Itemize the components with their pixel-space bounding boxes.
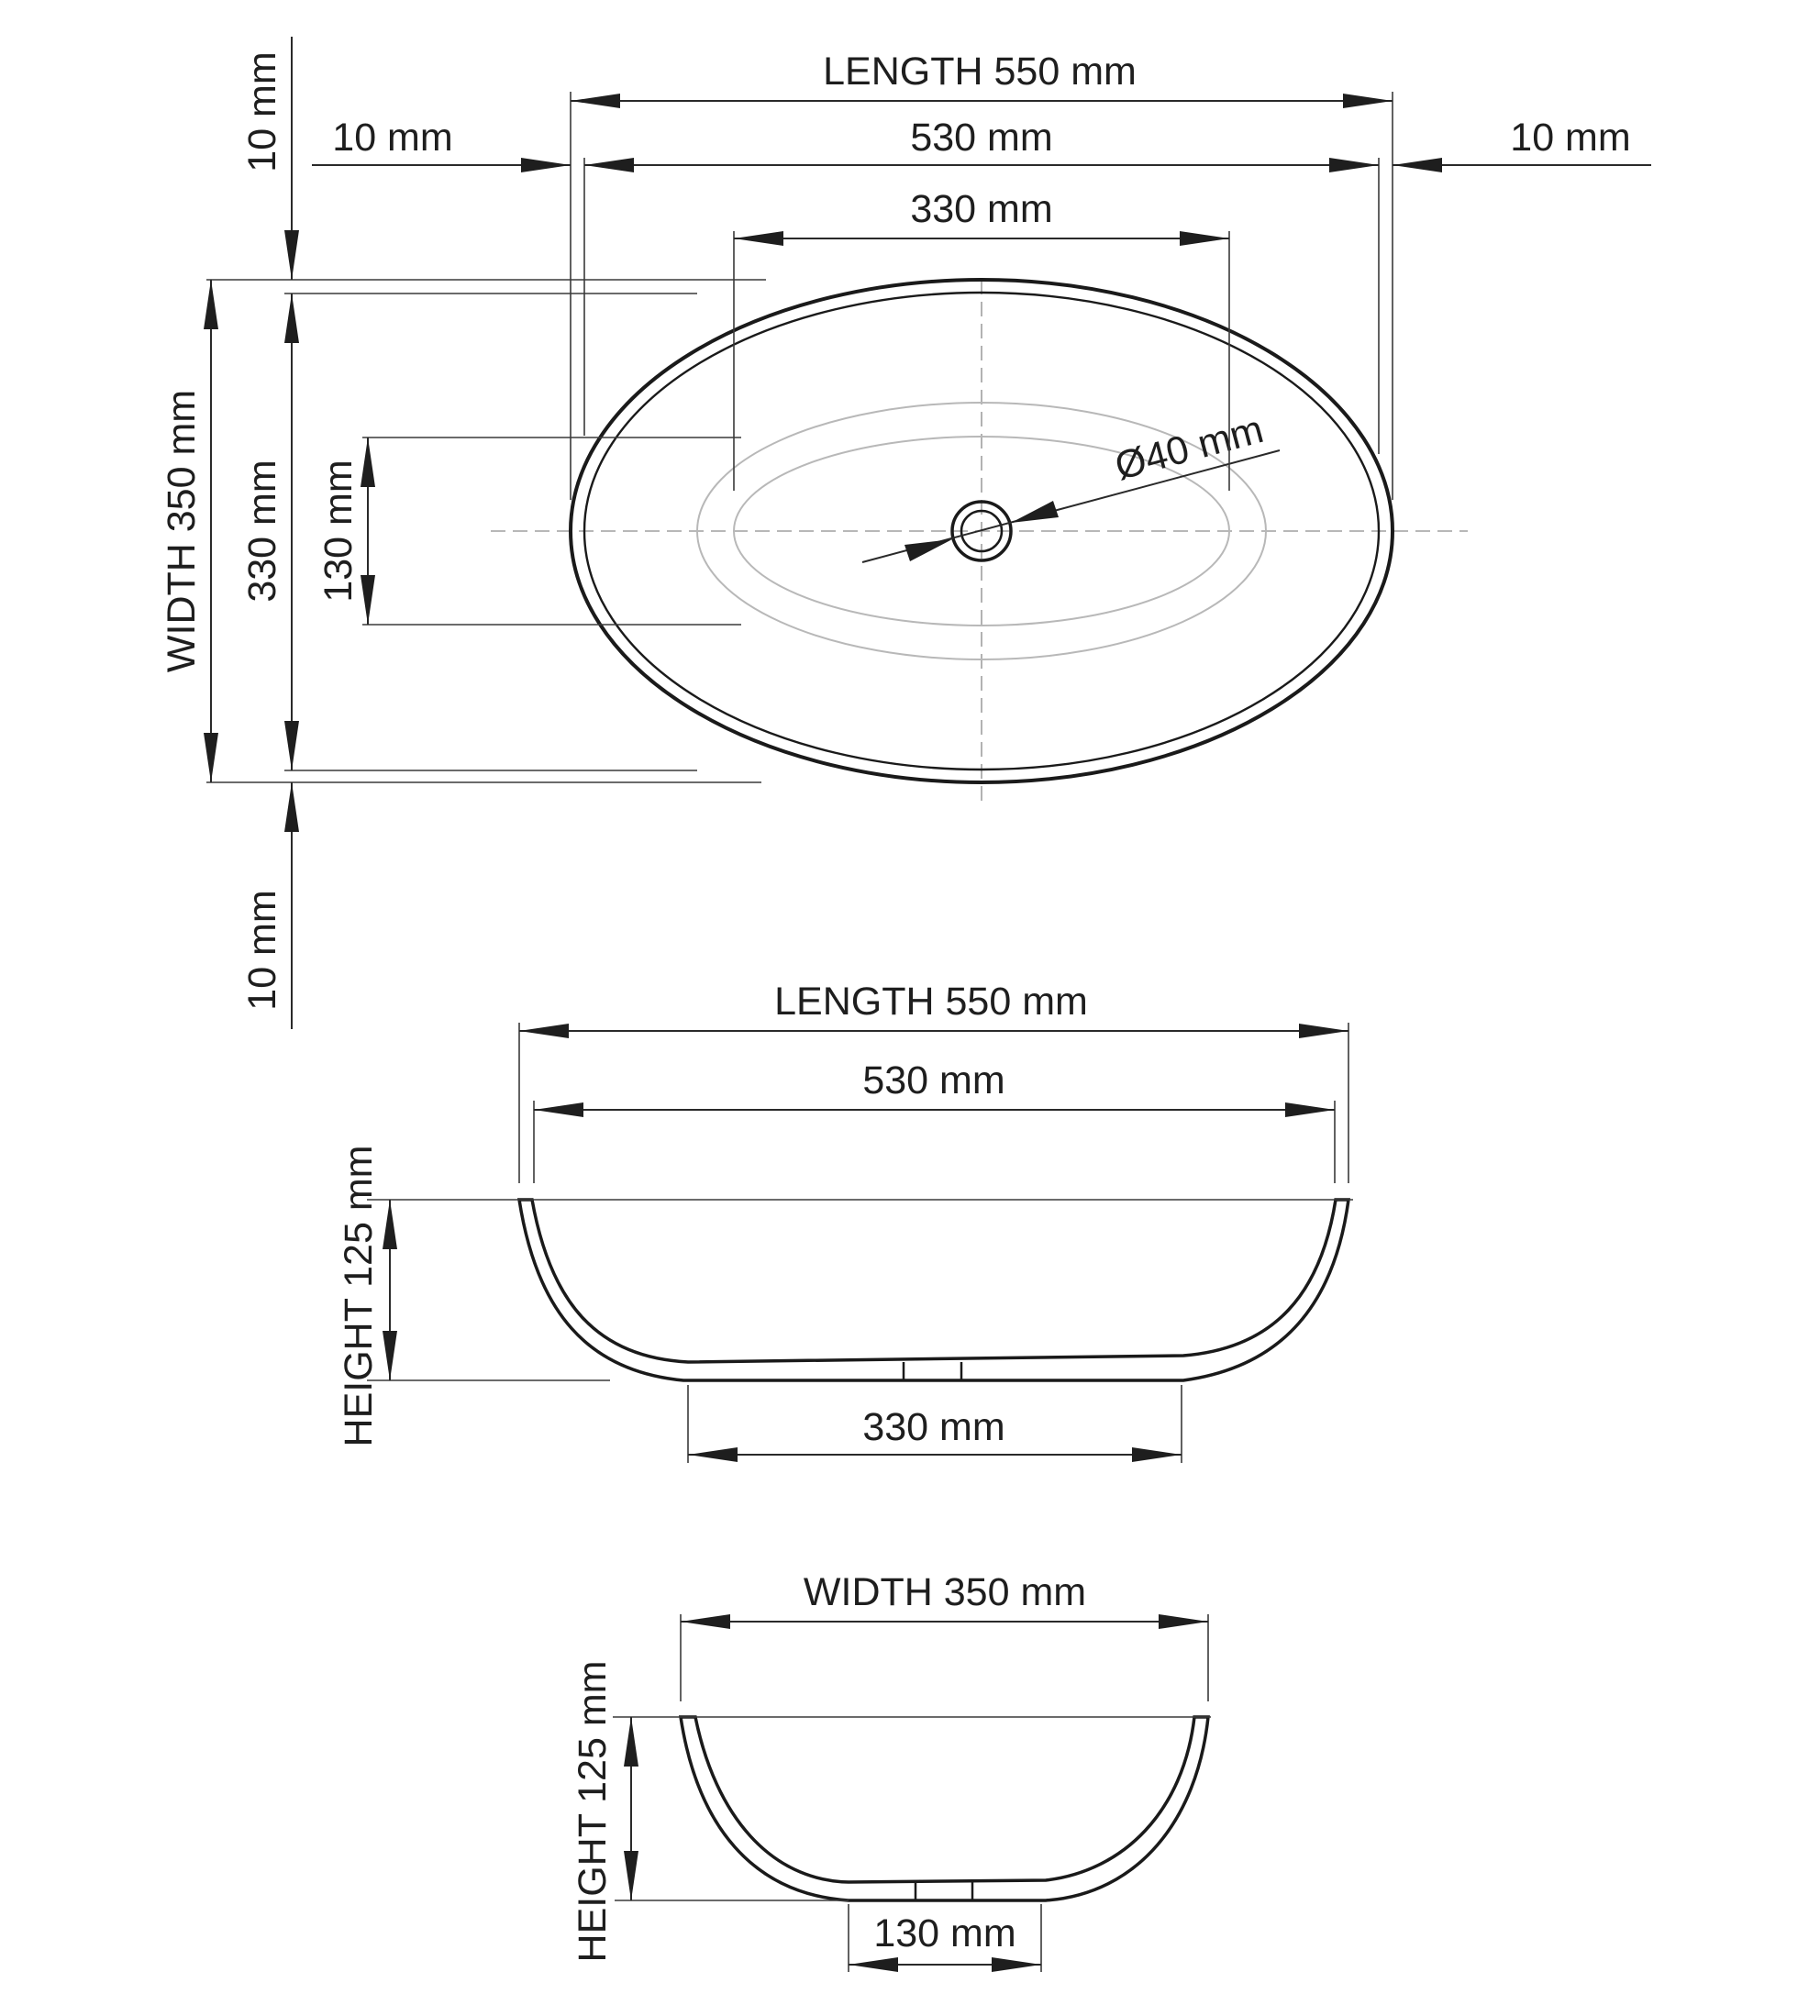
front-arrow-inner-right	[1285, 1102, 1335, 1117]
front-length-inner-label: 530 mm	[862, 1058, 1005, 1102]
arrow-width-bottom	[204, 733, 218, 782]
width-overall-label: WIDTH 350 mm	[160, 389, 204, 673]
arrow-rim-top	[284, 230, 299, 280]
top-view	[160, 37, 1651, 1029]
arrow-bowlw-bottom	[361, 575, 375, 625]
front-arrow-height-top	[383, 1200, 397, 1249]
front-arrow-length-left	[519, 1024, 569, 1038]
front-length-overall-label: LENGTH 550 mm	[774, 980, 1088, 1024]
arrow-rim-right	[1393, 158, 1442, 172]
arrow-winner-bottom	[284, 721, 299, 770]
rim-bottom-label: 10 mm	[240, 890, 284, 1011]
arrow-length-left	[571, 94, 620, 108]
front-arrow-height-bottom	[383, 1331, 397, 1380]
arrow-inner-right	[1329, 158, 1379, 172]
front-arrow-base-left	[688, 1447, 738, 1462]
front-base-length-label: 330 mm	[862, 1405, 1005, 1449]
arrow-inner-left	[584, 158, 634, 172]
side-basin-profile	[681, 1717, 1208, 1900]
arrow-bowl-left	[734, 231, 783, 246]
front-arrow-base-right	[1132, 1447, 1182, 1462]
length-inner-label: 530 mm	[910, 116, 1053, 160]
arrow-length-right	[1343, 94, 1393, 108]
side-arrow-width-right	[1159, 1614, 1208, 1629]
bowl-width-label: 130 mm	[316, 460, 361, 603]
side-width-label: WIDTH 350 mm	[803, 1570, 1087, 1614]
arrow-bowlw-top	[361, 438, 375, 487]
side-arrow-height-top	[624, 1717, 638, 1767]
arrow-rim-bottom	[284, 782, 299, 832]
width-inner-label: 330 mm	[240, 460, 284, 603]
side-height-label: HEIGHT 125 mm	[571, 1660, 615, 1963]
front-arrow-length-right	[1299, 1024, 1348, 1038]
front-view	[337, 980, 1353, 1463]
arrow-bowl-right	[1180, 231, 1229, 246]
length-overall-label: LENGTH 550 mm	[823, 50, 1137, 94]
bowl-length-label: 330 mm	[910, 187, 1053, 231]
drain-arrow-left	[904, 539, 952, 561]
front-arrow-inner-left	[534, 1102, 583, 1117]
drain-arrow-right	[1011, 501, 1059, 523]
front-height-label: HEIGHT 125 mm	[337, 1145, 381, 1447]
side-view	[571, 1570, 1211, 1972]
rim-top-label: 10 mm	[240, 51, 284, 172]
side-base-width-label: 130 mm	[873, 1911, 1016, 1955]
side-arrow-height-bottom	[624, 1851, 638, 1900]
arrow-rim-left	[521, 158, 571, 172]
rim-right-label: 10 mm	[1510, 116, 1631, 160]
side-arrow-base-right	[992, 1957, 1041, 1972]
rim-left-label: 10 mm	[332, 116, 453, 160]
arrow-width-top	[204, 280, 218, 329]
front-basin-profile	[519, 1200, 1348, 1380]
arrow-winner-top	[284, 294, 299, 343]
side-arrow-width-left	[681, 1614, 730, 1629]
side-arrow-base-left	[849, 1957, 898, 1972]
drain-diameter-label: Ø40 mm	[1110, 406, 1269, 489]
